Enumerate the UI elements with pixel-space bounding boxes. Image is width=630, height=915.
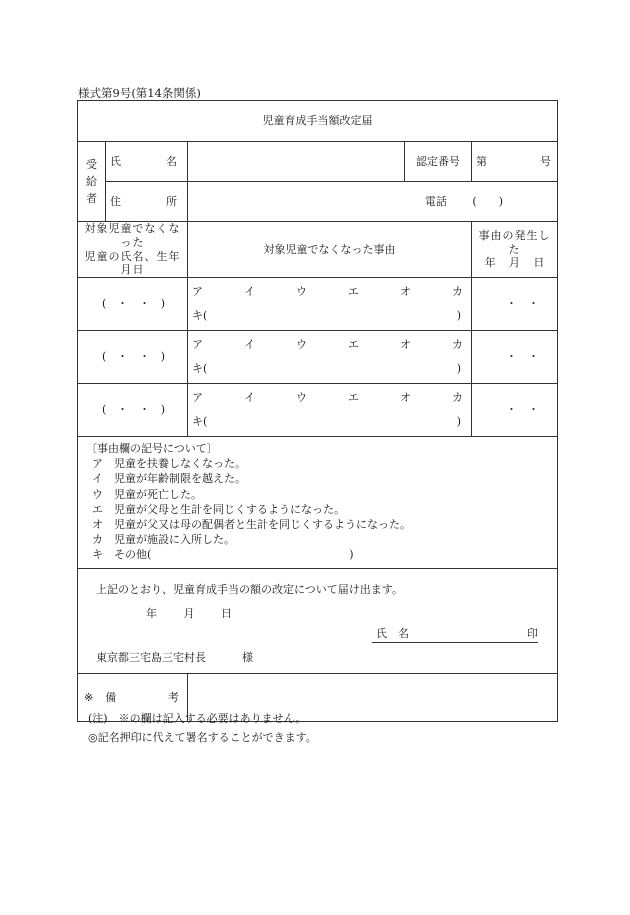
address-field[interactable] xyxy=(188,182,558,222)
form-title: 児童育成手当額改定届 xyxy=(78,101,558,142)
seal-mark: 印 xyxy=(527,627,538,641)
reason-code-notes: 〔事由欄の記号について〕 ア 児童を扶養しなくなった。 イ 児童が年齢制限を越えた。 ウ 児童が死亡した。 エ 児童が父母と生計を同じくするようになった。 オ 児童が父又は母の配偶者と生計を同じくするようになった。 カ 児童が施設に入所した。 キ その他( ) xyxy=(78,437,558,569)
remarks-label: ※ 備 考 xyxy=(78,674,188,722)
occurrence-date-field[interactable]: ・ ・ xyxy=(472,278,558,331)
name-label: 氏 名 xyxy=(106,142,188,182)
table-row xyxy=(78,278,558,331)
declaration-section xyxy=(78,569,558,674)
phone-label: 電話 xyxy=(424,194,447,208)
reason-field[interactable]: ア イ ウ エ オ カ キ( ) xyxy=(188,384,472,437)
notification-form xyxy=(77,100,558,722)
reason-field[interactable]: ア イ ウ エ オ カ キ( ) xyxy=(188,278,472,331)
header-reason: 対象児童でなくなった事由 xyxy=(188,222,472,278)
name-field[interactable] xyxy=(188,142,405,182)
header-occurrence-date: 事由の発生した 年 月 日 xyxy=(472,222,558,278)
occurrence-date-field[interactable]: ・ ・ xyxy=(472,384,558,437)
address-label: 住 所 xyxy=(106,182,188,222)
phone-field[interactable]: ( ) xyxy=(472,194,503,208)
child-birth-field[interactable]: ( ・ ・ ) xyxy=(78,278,188,331)
declaration-date[interactable]: 年 月 日 xyxy=(146,607,232,621)
addressee: 東京都三宅島三宅村長 様 xyxy=(96,651,253,665)
form-number-label: 様式第9号(第14条関係) xyxy=(78,86,201,100)
child-birth-field[interactable]: ( ・ ・ ) xyxy=(78,384,188,437)
footnote-note: (注) ※の欄は記入する必要はありません。 xyxy=(88,712,307,725)
header-child-name: 対象児童でなくなった 児童の氏名、生年月日 xyxy=(78,222,188,278)
signature-line[interactable]: 氏 名 印 xyxy=(372,627,538,643)
table-row xyxy=(78,384,558,437)
cert-number-field[interactable]: 第 号 xyxy=(472,142,558,182)
occurrence-date-field[interactable]: ・ ・ xyxy=(472,331,558,384)
footnote-signature: ◎記名押印に代えて署名することができます。 xyxy=(88,731,317,744)
child-birth-field[interactable]: ( ・ ・ ) xyxy=(78,331,188,384)
recipient-label: 受 給 者 xyxy=(78,142,106,222)
table-row xyxy=(78,331,558,384)
reason-field[interactable]: ア イ ウ エ オ カ キ( ) xyxy=(188,331,472,384)
declaration-statement: 上記のとおり、児童育成手当の額の改定について届け出ます。 xyxy=(96,583,403,597)
cert-number-label: 認定番号 xyxy=(405,142,472,182)
